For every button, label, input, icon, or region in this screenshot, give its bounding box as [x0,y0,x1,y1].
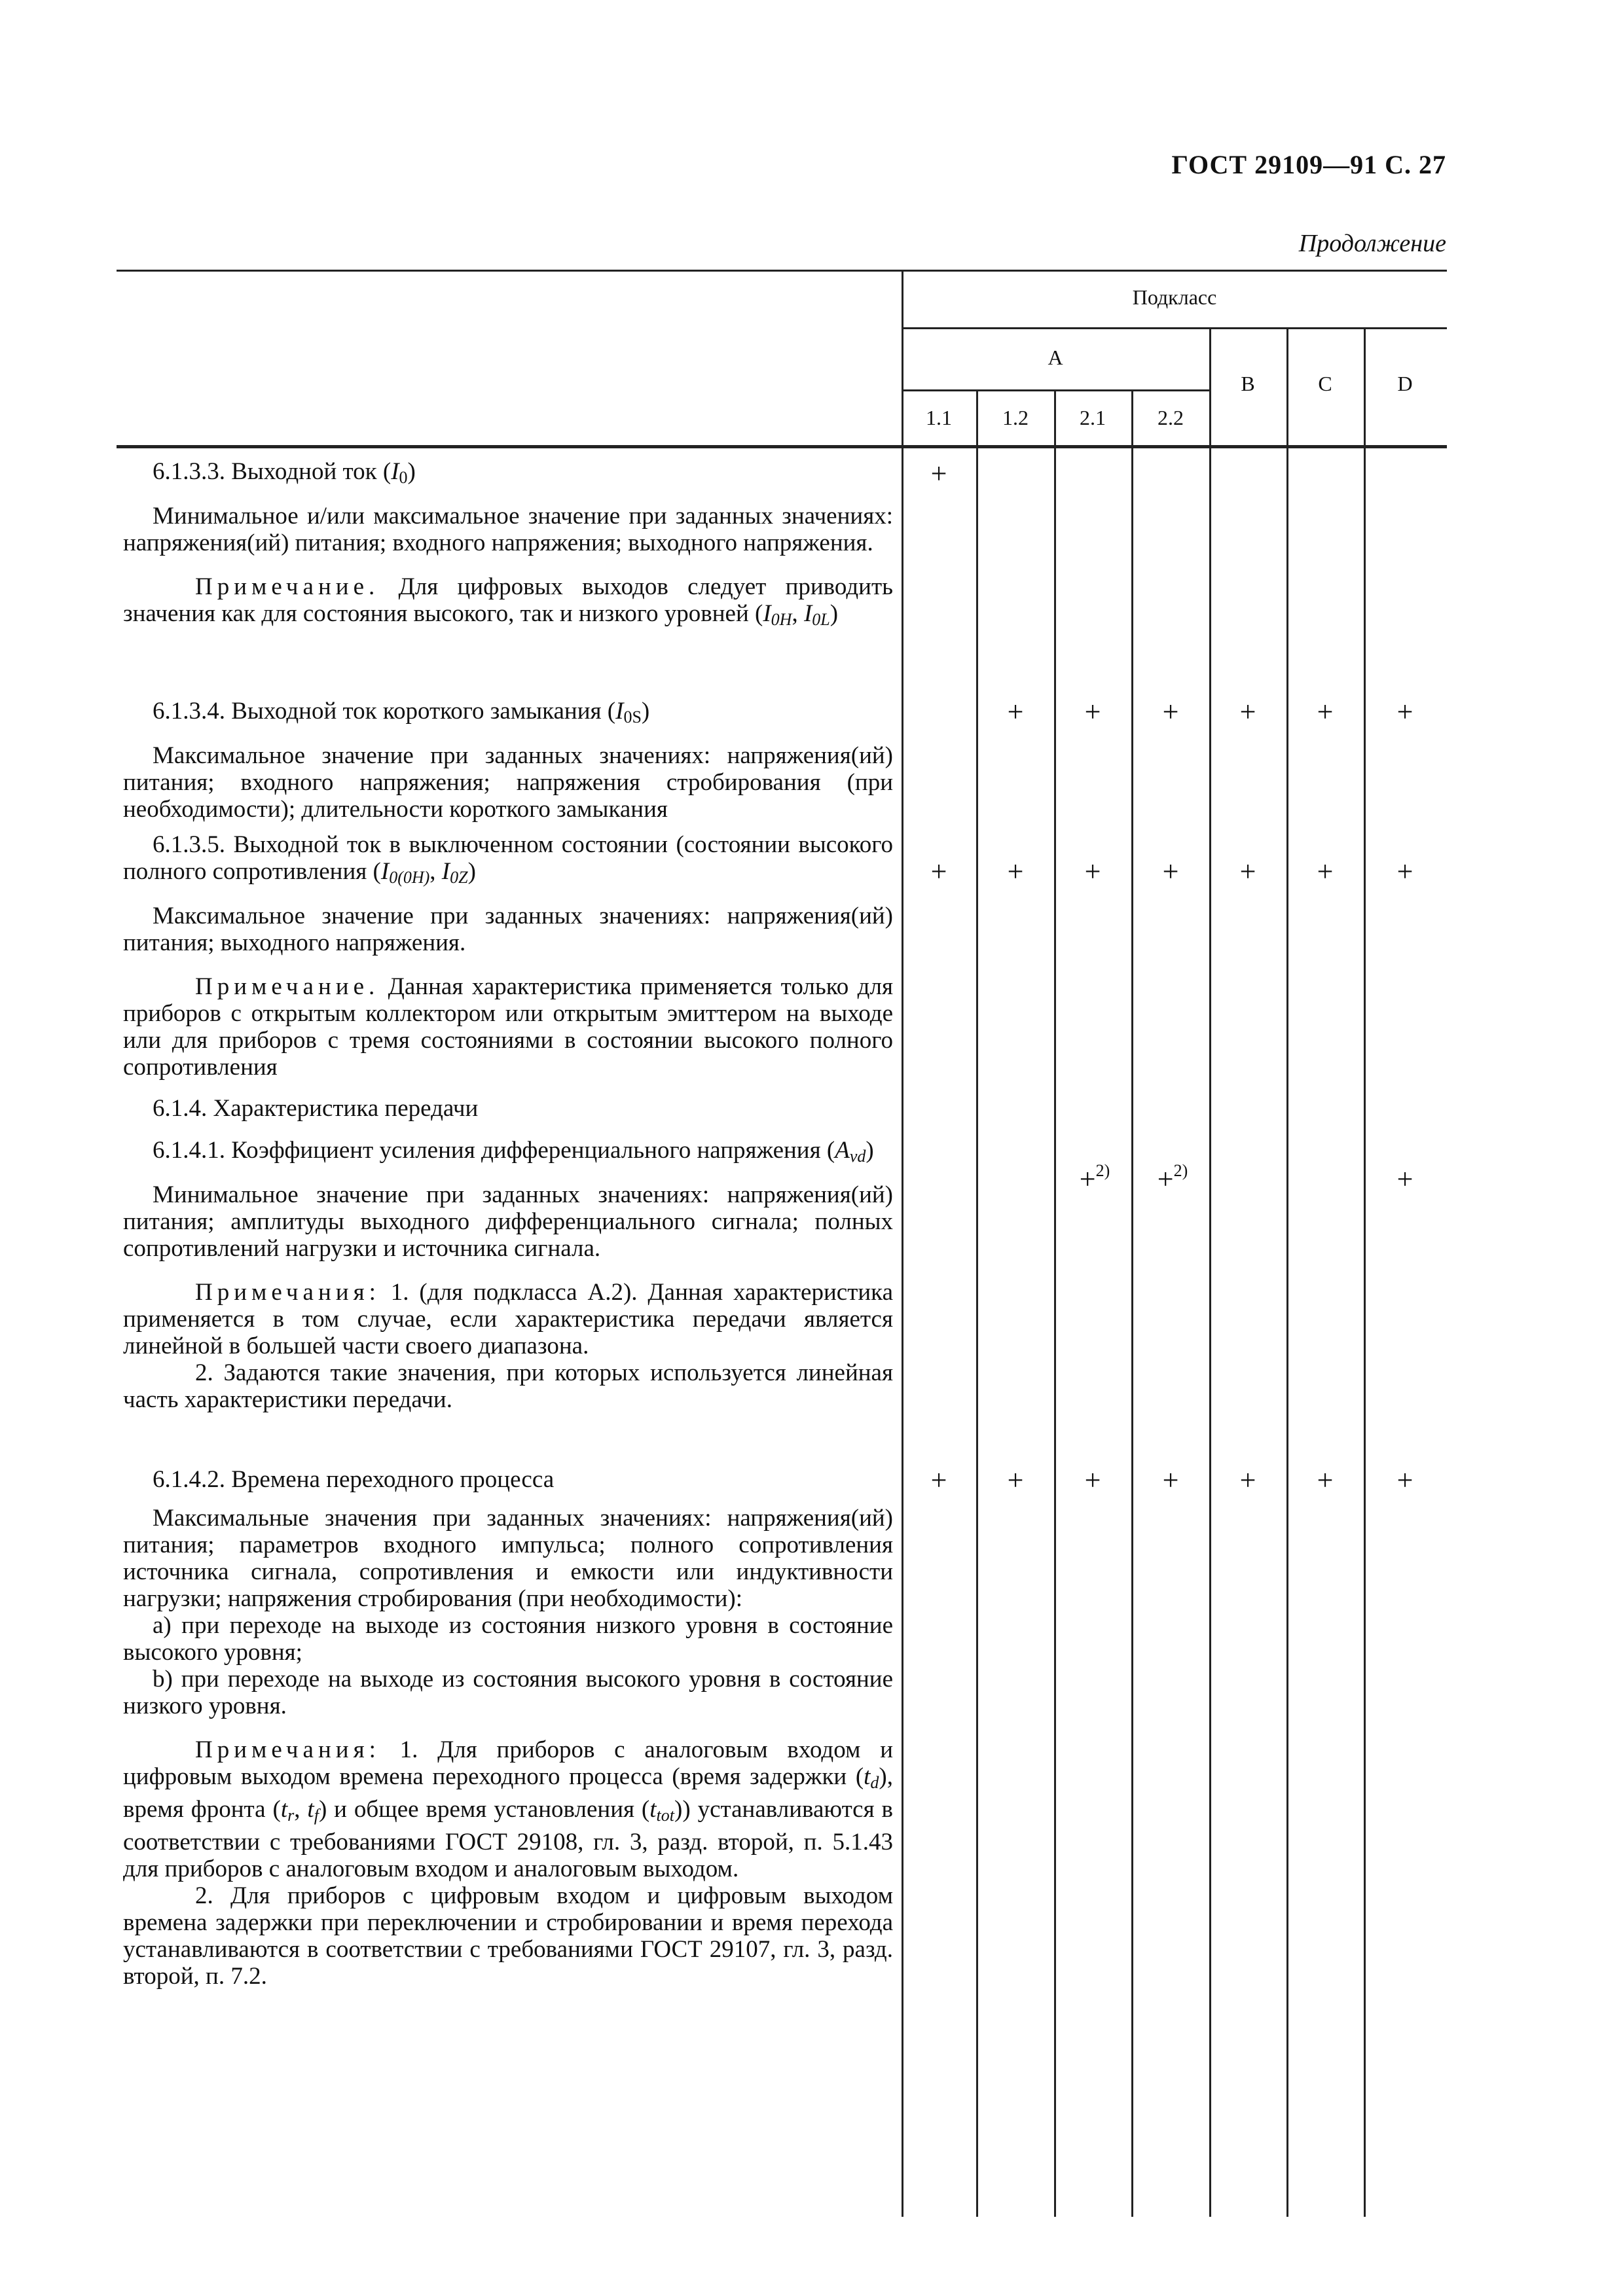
block-item-b: b) при переходе на выходе из состояния высокого уровня в состояние низкого уровня. [123,1666,893,1719]
header-col-a21: 2.1 [1080,406,1106,429]
block-title: 6.1.3.5. Выходной ток в выключенном состоянии (состоянии высокого полного сопротивления ($I_{0(0H)}$, $I_{0Z}$) [123,831,893,887]
col-divider-b [1209,327,1211,2217]
mark-6135-d: + [1396,855,1413,888]
mark-6134-a12: + [1007,696,1024,728]
page-header: ГОСТ 29109—91 С. 27 [1171,150,1446,179]
mark-6142-c: + [1317,1464,1334,1496]
mark-6134-c: + [1317,696,1334,728]
group-a-rule [902,389,1210,391]
col-divider-a12 [976,389,978,2217]
block-body: Минимальное и/или максимальное значение при заданных значениях: напряжения(ий) питания; входного напряжения; выходного напряжения. [123,503,893,556]
mark-6133-a11: + [930,457,947,490]
mark-6135-a21: + [1084,855,1101,888]
footnote-ref: 2) [1173,1161,1188,1180]
block-note-2: 2. Задаются такие значения, при которых используется линейная часть характеристики передачи. [123,1359,893,1413]
mark-6142-a22: + [1162,1464,1179,1496]
header-subclass: Подкласс [1132,285,1217,309]
mark-6142-b: + [1239,1464,1256,1496]
mark-6142-a11: + [930,1464,947,1496]
mark-6134-b: + [1239,696,1256,728]
block-body: Максимальное значение при заданных значениях: напряжения(ий) питания; входного напряжения; напряжения стробирования (при необходимости); длительности короткого замыкания [123,742,893,823]
block-6-1-4-2 [123,1466,893,1990]
table-top-rule [117,270,1447,272]
block-title: 6.1.3.3. Выходной ток $(I_0)$ [153,458,416,487]
header-col-c: С [1318,372,1332,395]
block-title: 6.1.4.1. Коэффициент усиления дифференциального напряжения $(A_{vd})$ [153,1137,874,1166]
block-6-1-3-5 [123,831,893,1081]
mark-6135-b: + [1239,855,1256,888]
header-col-d: D [1397,372,1413,395]
header-col-b: В [1241,372,1255,395]
block-note: Примечание. Данная характеристика применяется только для приборов с открытым коллектором или открытым эмиттером на выходе или для приборов с тремя состояниями в состоянии высокого полного сопротивления [123,973,893,1081]
block-6-1-4-1 [123,1137,893,1413]
block-title: 6.1.3.4. Выходной ток короткого замыкания $(I_{0S})$ [153,698,650,726]
block-note-2: 2. Для приборов с цифровым входом и цифровым выходом времена задержки при переключении и стробировании и время перехода устанавливаются в соответствии с требованиями ГОСТ 29107, гл. 3, разд. второй, п. 7.2. [123,1882,893,1990]
block-body: Максимальные значения при заданных значениях: напряжения(ий) питания; параметров входного импульса; полного сопротивления источника сигнала, сопротивления и емкости или индуктивности нагрузки; напряжения стробирования (при необходимости): [123,1505,893,1612]
block-body: Максимальное значение при заданных значениях: напряжения(ий) питания; выходного напряжения. [123,903,893,956]
header-col-a11: 1.1 [926,406,952,429]
mark-6142-a12: + [1007,1464,1024,1496]
header-col-a22: 2.2 [1158,406,1184,429]
block-note: Примечания: 1. Для приборов с аналоговым входом и цифровым выходом времена переходного процесса (время задержки $(t_d)$, время фронта ($t_r$, $t_f$) и общее время установления $(t_{tot})$) устанавливаются в соответствии с требованиями ГОСТ 29108, гл. 3, разд. второй, п. 5.1.43 для приборов с аналоговым входом и аналоговым выходом. [123,1736,894,1882]
continuation-label: Продолжение [1298,230,1446,257]
block-note: Примечания: 1. (для подкласса А.2). Данная характеристика применяется в том случае, если характеристика передачи является линейной в большей части своего диапазона. [123,1279,893,1359]
mark-6135-a11: + [930,855,947,888]
mark-6135-a22: + [1162,855,1179,888]
header-group-a: А [1048,346,1063,369]
header-bottom-rule [117,445,1447,448]
block-6-1-3-3 [123,458,893,633]
block-note: Примечание. Для цифровых выходов следует приводить значения как для состояния высокого, так и низкого уровней ($I_{0H}$, $I_{0L}$) [123,573,893,629]
header-col-a12: 1.2 [1002,406,1029,429]
block-6-1-4 [123,1095,893,1122]
mark-6142-d: + [1396,1464,1413,1496]
mark-6141-a21: +$^{2)}$ [1079,1161,1110,1195]
block-body: Минимальное значение при заданных значениях: напряжения(ий) питания; амплитуды выходного дифференциального сигнала; полных сопротивлений нагрузки и источника сигнала. [123,1181,893,1262]
mark-6141-d: + [1396,1163,1413,1195]
mark-6135-a12: + [1007,855,1024,888]
footnote-ref: 2) [1095,1161,1110,1180]
col-divider-d [1364,327,1366,2217]
col-divider-a22 [1131,389,1133,2217]
mark-6135-c: + [1317,855,1334,888]
mark-6142-a21: + [1084,1464,1101,1496]
col-divider-text [902,270,903,2217]
mark-6134-a21: + [1084,696,1101,728]
block-title: 6.1.4. Характеристика передачи [153,1095,479,1122]
col-divider-c [1286,327,1288,2217]
block-item-a: а) при переходе на выходе из состояния низкого уровня в состояние высокого уровня; [123,1612,893,1666]
block-6-1-3-4 [123,698,893,823]
block-title: 6.1.4.2. Времена переходного процесса [153,1466,555,1493]
col-divider-a21 [1054,389,1056,2217]
mark-6134-a22: + [1162,696,1179,728]
mark-6141-a22: +$^{2)}$ [1157,1161,1188,1195]
mark-6134-d: + [1396,696,1413,728]
